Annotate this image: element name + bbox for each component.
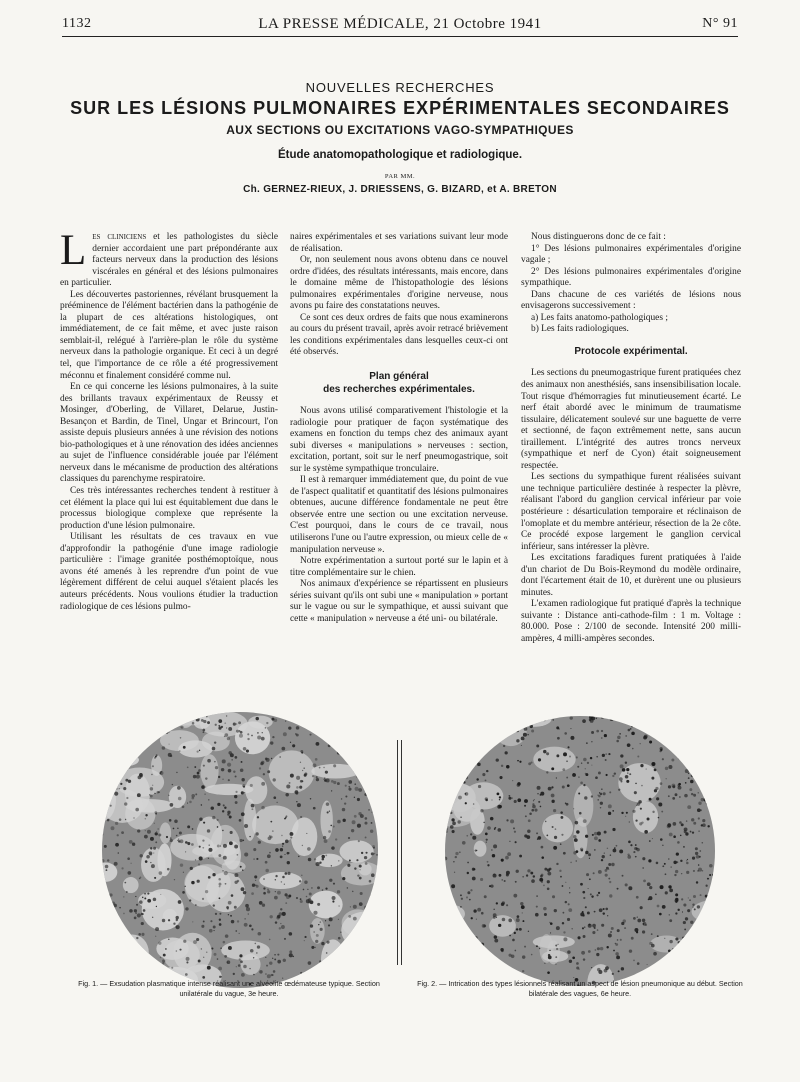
paragraph: Or, non seulement nous avons obtenu dans ce nouvel ordre d'idées, des résultats intéressants, mais encore, dans le domaine même de l'histopathologie des lésions pulmonaires expérimentales d'origine nerveuse, nous avons pu faire des constatations neuves. xyxy=(290,255,508,312)
paragraph: Les excitations faradiques furent pratiquées à l'aide d'un chariot de Du Bois-Reymond du modèle ordinaire, dont l'écartement était de 10, et durèrent une ou plusieurs minutes. xyxy=(521,553,741,598)
column-1 xyxy=(60,227,278,613)
figure-1-caption: Fig. 1. — Exsudation plasmatique intense réalisant une alvéolite œdémateuse typique. Section unilatérale du vague, 3e heure. xyxy=(78,979,380,998)
paragraph: Dans chacune de ces variétés de lésions nous envisagerons successivement : xyxy=(521,289,741,312)
paragraph: En ce qui concerne les lésions pulmonaires, à la suite des brillants travaux expérimentaux de Reussy et Mosinger, d'Oberling, de Villaret, Delarue, Justin-Besançon et Bardin, de Tinel, Ungar et Brincourt, l'on assiste depuis plusieurs années à une révision des notions bio-pathologiques et à une rénovation des idées anciennes au sujet de l'influence considérable jouée par l'élément nerveux dans le mécanisme de production des altérations classiques du parenchyme respiratoire. xyxy=(60,382,278,485)
journal-title: LA PRESSE MÉDICALE, 21 Octobre 1941 xyxy=(258,16,542,32)
list-item: 2° Des lésions pulmonaires expérimentales d'origine sympathique. xyxy=(521,266,741,289)
section-heading xyxy=(290,371,508,396)
paragraph: naires expérimentales et ses variations suivant leur mode de réalisation. xyxy=(290,232,508,254)
paragraph-text: et les pathologistes du siècle dernier accordaient une part prépondérante aux facteurs nerveux dans la production des lésions viscérales en général et des lésions pulmonaires en particulier. xyxy=(60,232,278,289)
paragraph: Notre expérimentation a surtout porté sur le lapin et à titre complémentaire sur le chien. xyxy=(290,556,508,578)
byline-par: PAR MM. xyxy=(384,173,416,180)
figure-2-caption: Fig. 2. — Intrication des types lésionnels réalisant un aspect de lésion pneumonique au début. Section bilatérale des vagues, 6e heure. xyxy=(417,979,743,998)
paragraph: Nous avons utilisé comparativement l'histologie et la radiologie pour pratiquer de façon systématique des examens en fonction du temps chez des animaux ayant subi diverses « manipulations » nerveuses : section, excitation, portant, soit sur le nerf pneumogastrique, soit sur le système sympathique tronculaire. xyxy=(290,406,508,474)
paragraph: Ce sont ces deux ordres de faits que nous examinerons au cours du présent travail, après avoir retracé brièvement les conditions expérimentales dans lesquelles ceux-ci ont été observés. xyxy=(290,312,508,358)
paragraph: Nous distinguerons donc de ce fait : xyxy=(531,232,666,242)
list-item: b) Les faits radiologiques. xyxy=(531,324,629,335)
article-title-block xyxy=(62,80,738,195)
small-caps-lead: es cliniciens xyxy=(92,232,147,242)
page-number: 1132 xyxy=(62,16,92,31)
micrograph-figure-2 xyxy=(445,716,715,986)
micrograph-1-image xyxy=(102,712,378,988)
column-2 xyxy=(290,232,508,625)
authors: Ch. GERNEZ-RIEUX, J. DRIESSENS, G. BIZARD, et A. BRETON xyxy=(243,184,557,195)
article-title: SUR LES LÉSIONS PULMONAIRES EXPÉRIMENTALES SECONDAIRES xyxy=(70,98,730,118)
micrograph-2-image xyxy=(445,716,715,986)
paragraph: Ces très intéressantes recherches tendent à restituer à cet élément la place qui lui est équitablement due dans le processus biologique complexe que représente la production d'une lésion pulmonaire. xyxy=(60,486,278,531)
paragraph: Les sections du sympathique furent réalisées suivant une technique particulière destinée à respecter la plèvre, réalisant l'abord du ganglion cervical inférieur par voie postérieure : désarticulation temporaire et réclinaison de l'omoplate et du membre antérieur, résection de la 2e côte. Ce procédé expose largement le ganglion cervical inférieur, sans intéresser la plèvre. xyxy=(521,472,741,552)
column-3 xyxy=(521,232,741,646)
study-type: Étude anatomopathologique et radiologique. xyxy=(277,149,523,161)
paragraph: L'examen radiologique fut pratiqué d'après la technique suivante : Distance anti-cathode-film : 1 m. Voltage : 80.000. Pose : 2/100 de seconde. Intensité 200 milli-ampères, 4 milli-ampères secondes. xyxy=(521,599,741,644)
list-item: a) Les faits anatomo-pathologiques ; xyxy=(531,312,668,323)
figure-divider xyxy=(401,740,402,965)
paragraph xyxy=(60,227,278,290)
section-heading-line1: Plan général xyxy=(369,371,429,383)
article-subtitle: AUX SECTIONS OU EXCITATIONS VAGO-SYMPATHIQUES xyxy=(226,123,574,137)
micrograph-figure-1 xyxy=(102,712,378,988)
title-kicker: NOUVELLES RECHERCHES xyxy=(305,80,495,95)
running-head xyxy=(62,14,738,37)
paragraph: Il est à remarquer immédiatement que, du point de vue de l'aspect qualitatif et quantitatif des lésions pulmonaires obtenues, aucune différence fondamentale ne peut être observée entre une section ou une excitation nerveuse. C'est pourquoi, dans le cours de ce travail, nous utiliserons l'une ou l'autre expression, ou mieux celle de « manipulation nerveuse ». xyxy=(290,475,508,555)
section-heading: Protocole expérimental. xyxy=(574,345,688,357)
paragraph: Utilisant les résultats de ces travaux en vue d'approfondir la pathogénie d'une image radiologie particulière : l'image granitée posthémoptoïque, nous avons été amenés à les reprendre d'un point de vue légèrement différent de celui auquel s'étaient placés les auteurs précédents. Nous voulions étudier la traduction radiologique de ces lésions pulmo- xyxy=(60,532,278,612)
figure-divider xyxy=(397,740,398,965)
paragraph: Les découvertes pastoriennes, révélant brusquement la prééminence de l'élément bactérien dans la pathogénie de la plupart de ces altérations histologiques, ont immédiatement, de ce fait même, et avec juste raison semblait-il, relégué à l'arrière-plan le rôle du système nerveux dans la pathologie organique. Et ceci à un degré tel, que l'importance de ce rôle a été progressivement méconnu et finalement considéré comme nul. xyxy=(60,289,278,381)
drop-cap: L xyxy=(60,227,87,274)
issue-number: N° 91 xyxy=(702,16,738,31)
paragraph: Nos animaux d'expérience se répartissent en plusieurs séries suivant qu'ils ont subi une « manipulation » portant sur le vague ou sur le sympathique, et aussi suivant que cette « manipulation » nerveuse a été uni- ou bilatérale. xyxy=(290,579,508,624)
list-item: 1° Des lésions pulmonaires expérimentales d'origine vagale ; xyxy=(521,243,741,266)
section-heading-line2: des recherches expérimentales. xyxy=(323,383,475,395)
paragraph: Les sections du pneumogastrique furent pratiquées chez des animaux non anesthésiés, sans insensibilisation locale. Tout risque d'hémorragies fut minutieusement écarté. Le nerf était abordé avec le minimum de traumatisme tissulaire, délicatement soulevé sur une baguette de verre et sectionné, de façon extrêmement nette, sans aucun tiraillement. L'intégrité des autres troncs nerveux (sympathique et nerf de Cyon) était soigneusement respectée. xyxy=(521,368,741,471)
